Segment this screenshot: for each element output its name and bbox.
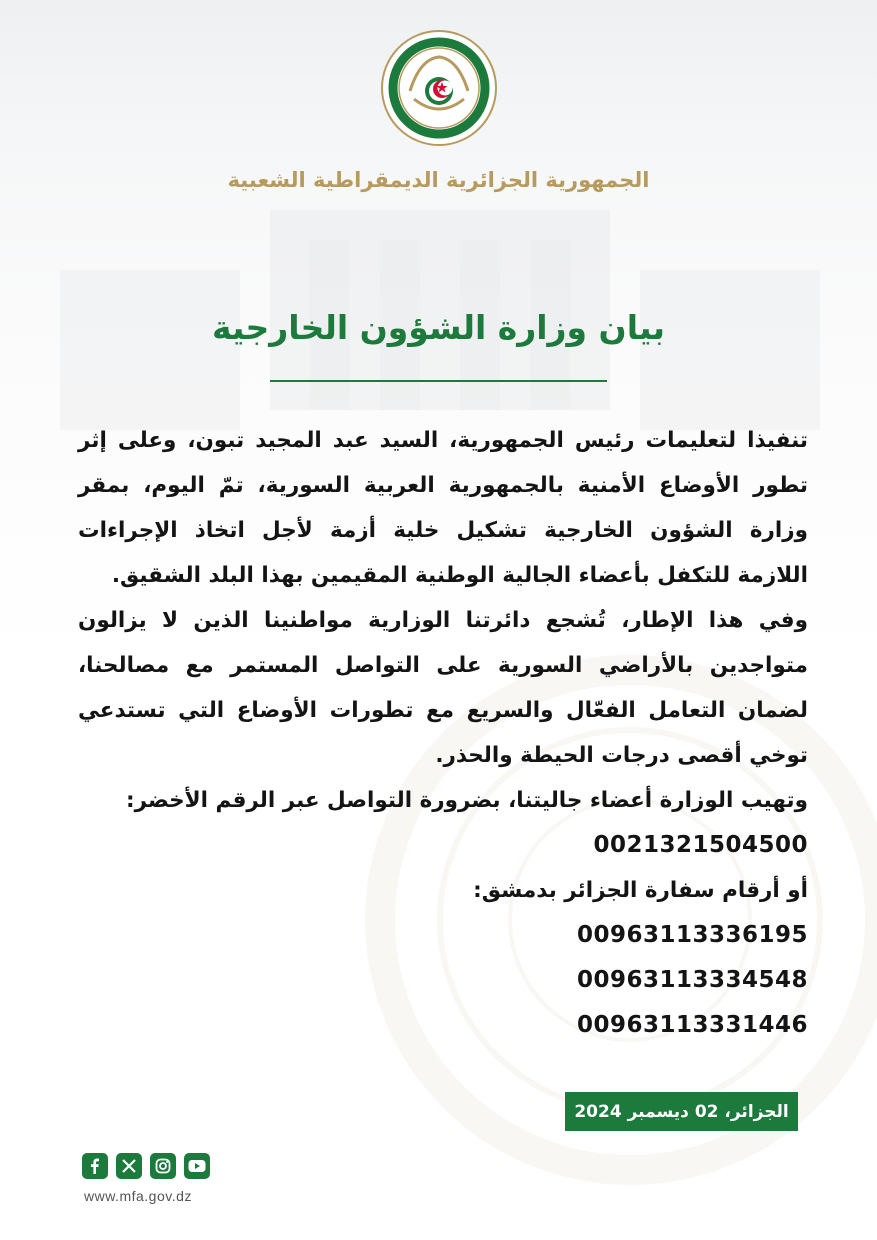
green-number-intro: وتهيب الوزارة أعضاء جاليتنا، بضرورة التواصل عبر الرقم الأخضر: [125, 788, 808, 813]
facebook-icon[interactable] [82, 1153, 108, 1179]
instagram-icon[interactable] [150, 1153, 176, 1179]
title-underline [270, 380, 607, 382]
x-icon[interactable] [116, 1153, 142, 1179]
website-link[interactable]: www.mfa.gov.dz [84, 1188, 192, 1204]
youtube-icon[interactable] [184, 1153, 210, 1179]
embassy-number-2: 00963113334548 [576, 967, 808, 993]
ministry-logo [380, 29, 498, 147]
embassy-intro: أو أرقام سفارة الجزائر بدمشق: [473, 878, 808, 903]
republic-name: الجمهورية الجزائرية الديمقراطية الشعبية [227, 168, 650, 192]
embassy-number-1: 00963113336195 [576, 922, 808, 948]
statement-body [78, 418, 808, 1048]
embassy-number-3: 00963113331446 [576, 1012, 808, 1038]
social-icons [82, 1153, 210, 1179]
green-number: 0021321504500 [593, 832, 808, 858]
paragraph-1: تنفيذا لتعليمات رئيس الجمهورية، السيد عبد المجيد تبون، وعلى إثر تطور الأوضاع الأمنية بالجمهورية العربية السورية، تمّ اليوم، بمقر وزارة الشؤون الخارجية تشكيل خلية أزمة لأجل اتخاذ الإجراءات اللازمة للتكفل بأعضاء الجالية الوطنية المقيمين بهذا البلد الشقيق. [78, 428, 808, 588]
paragraph-2: وفي هذا الإطار، تُشجع دائرتنا الوزارية مواطنينا الذين لا يزالون متواجدين بالأراضي السورية على التواصل المستمر مع مصالحنا، لضمان التعامل الفعّال والسريع مع تطورات الأوضاع التي تستدعي توخي أقصى درجات الحيطة والحذر. [78, 608, 808, 768]
date-badge: الجزائر، 02 ديسمبر 2024 [565, 1092, 798, 1131]
statement-title: بيان وزارة الشؤون الخارجية [212, 308, 665, 347]
